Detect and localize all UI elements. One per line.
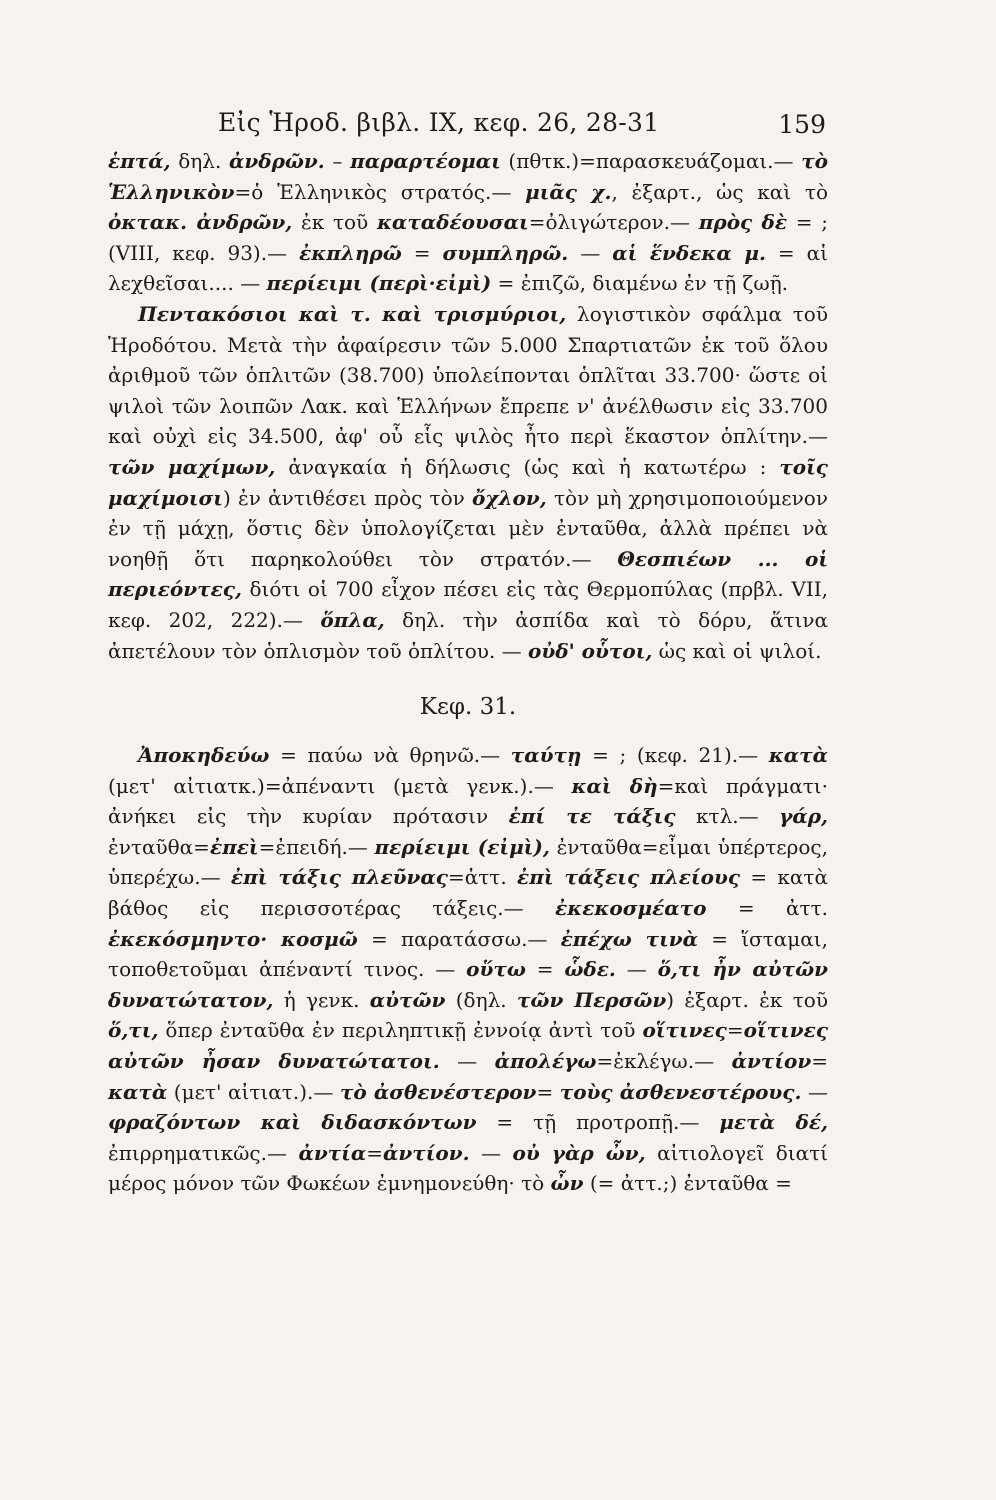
gloss-text: ὅπερ ἐνταῦθα ἐν περιληπτικῇ ἐννοίᾳ ἀντὶ τοῦ bbox=[158, 1018, 643, 1043]
lemma: τὸ Ἑλληνικὸν bbox=[108, 149, 828, 204]
gloss-text: = κατὰ βάθος εἰς περισσοτέρας τάξεις.— bbox=[108, 865, 828, 921]
gloss-text: = παύω νὰ θρηνῶ.— bbox=[269, 743, 511, 768]
lemma: κατὰ bbox=[108, 1079, 168, 1104]
gloss-text: = ἐπιζῶ, διαμένω ἐν τῇ ζωῇ. bbox=[491, 271, 789, 296]
gloss-text: κτλ.— bbox=[675, 804, 780, 829]
lemma: οὕτω bbox=[466, 957, 526, 982]
lemma: ὅ,τι, bbox=[108, 1018, 159, 1043]
lemma: οἵτινες bbox=[642, 1018, 727, 1043]
gloss-text: = bbox=[525, 957, 565, 982]
lemma: ἀντίον bbox=[731, 1049, 812, 1074]
lemma: πρὸς δὲ bbox=[698, 210, 788, 235]
gloss-text: ) ἐν ἀντιθέσει πρὸς τὸν bbox=[222, 485, 473, 510]
gloss-text: — bbox=[469, 1140, 513, 1165]
gloss-text: – bbox=[324, 149, 351, 173]
gloss-text: =ἐπειδή.— bbox=[258, 834, 375, 859]
lemma: αὐτῶν bbox=[369, 987, 446, 1012]
gloss-text: = αἱ λεχθεῖσαι.... — bbox=[108, 240, 829, 296]
lemma: μετὰ δέ, bbox=[719, 1110, 828, 1135]
lemma: ἀντία bbox=[298, 1140, 367, 1165]
lemma: οὐδ' οὗτοι, bbox=[528, 638, 653, 663]
lemma: ἀνδρῶν. bbox=[228, 149, 325, 173]
gloss-text: ὡς καὶ οἱ ψιλοί. bbox=[652, 638, 822, 663]
gloss-text: = bbox=[401, 240, 443, 265]
gloss-text: (μετ' αἰτιατ.).— bbox=[167, 1079, 340, 1104]
gloss-text: ἐκ τοῦ bbox=[292, 210, 377, 235]
gloss-text: = ἀττ. bbox=[706, 896, 828, 921]
commentary-body bbox=[108, 146, 828, 1199]
lemma: αἱ ἕνδεκα μ. bbox=[612, 240, 766, 265]
gloss-text: λογιστικὸν σφάλμα τοῦ Ἡροδότου. Μετὰ τὴν ἀφαίρεσιν τῶν 5.000 Σπαρτιατῶν ἐκ τοῦ ὅλου ἀριθμοῦ τῶν ὁπλιτῶν (38.700) ὑπολείπονται ὁπλῖται 33.700· ὥστε οἱ ψιλοὶ τῶν λοιπῶν Λακ. καὶ Ἑλλήνων ἔπρεπε ν' ἀνέλθωσιν εἰς 33.700 καὶ οὐχὶ εἰς 34.500, ἀφ' οὗ εἷς ψιλὸς ἦτο περὶ ἕκαστον ὁπλίτην.— bbox=[108, 301, 828, 449]
gloss-text: ἀναγκαία ἡ δήλωσις (ὡς καὶ ἡ κατωτέρω : bbox=[275, 454, 780, 479]
gloss-text: ἡ γενκ. bbox=[273, 987, 370, 1012]
lemma: συμπληρῶ. bbox=[442, 240, 569, 265]
lemma: Θεσπιέων ... οἱ περιεόντες, bbox=[108, 546, 828, 602]
gloss-text: (πθτκ.)=παρασκευάζομαι.— bbox=[500, 149, 802, 173]
gloss-text: = bbox=[811, 1049, 828, 1074]
gloss-text: δηλ. bbox=[170, 149, 229, 173]
lemma: καὶ δὴ bbox=[571, 773, 658, 798]
lemma: τῶν μαχίμων, bbox=[108, 454, 276, 479]
lemma: ἐπὶ τάξεις πλείους bbox=[517, 865, 740, 890]
lemma: τοῖς μαχίμοισι bbox=[108, 454, 828, 510]
lemma: περίειμι (περὶ·εἰμὶ) bbox=[266, 271, 492, 296]
lemma: Πεντακόσιοι καὶ τ. καὶ τρισμύριοι, bbox=[138, 301, 567, 326]
gloss-text: ἐνταῦθα=εἶμαι ὑπέρτερος, ὑπερέχω.— bbox=[108, 834, 828, 890]
lemma: ἐκεκόσμηντο· κοσμῶ bbox=[108, 926, 358, 951]
gloss-text: = bbox=[366, 1140, 384, 1165]
lemma: ὅ,τι ἦν αὐτῶν δυνατώτατον, bbox=[108, 957, 829, 1012]
gloss-text: =καὶ πράγματι· ἀνήκει εἰς τὴν κυρίαν πρότασιν bbox=[108, 773, 829, 829]
lemma: γάρ, bbox=[779, 804, 828, 829]
gloss-text: = ἵσταμαι, τοποθετοῦμαι ἀπέναντί τινος. — bbox=[108, 926, 828, 982]
gloss-text: = παρατάσσω.— bbox=[357, 926, 561, 951]
gloss-text: — bbox=[801, 1079, 828, 1104]
gloss-text: — bbox=[568, 240, 613, 265]
lemma: ὧδε. bbox=[564, 957, 616, 982]
lemma: καταδέουσαι bbox=[376, 210, 529, 235]
lemma: ταύτῃ bbox=[510, 743, 582, 768]
lemma: ἑπτά, bbox=[108, 149, 171, 173]
lemma: οὐ γὰρ ὦν, bbox=[512, 1140, 646, 1165]
gloss-text: — bbox=[439, 1049, 495, 1074]
gloss-text: = ; (κεφ. 21).— bbox=[581, 743, 769, 768]
lemma: οἵτινες αὐτῶν ἦσαν δυνατώτατοι. bbox=[108, 1018, 828, 1074]
gloss-text: δηλ. τὴν ἀσπίδα καὶ τὸ δόρυ, ἅτινα ἀπετέλουν τὸν ὁπλισμὸν τοῦ ὁπλίτου. — bbox=[108, 607, 828, 663]
lemma: ὄχλον, bbox=[472, 485, 547, 510]
lemma: ἐπί τε τάξις bbox=[508, 804, 676, 829]
gloss-text: διότι οἱ 700 εἶχον πέσει εἰς τὰς Θερμοπύλας (πρβλ. VII, κεφ. 202, 222).— bbox=[108, 577, 828, 632]
section-heading: Κεφ. 31. bbox=[419, 694, 517, 721]
lemma: ἐκεκοσμέατο bbox=[555, 896, 707, 921]
gloss-text: =ἐκλέγω.— bbox=[596, 1049, 732, 1074]
lemma: κατὰ bbox=[768, 743, 828, 768]
running-head: Εἰς Ἡροδ. βιβλ. IX, κεφ. 26, 28-31 bbox=[218, 108, 660, 137]
lemma: ὦν bbox=[550, 1171, 584, 1196]
gloss-text: (μετ' αἰτιατκ.)=ἀπέναντι (μετὰ γενκ.).— bbox=[108, 773, 572, 798]
lemma: ἐπέχω τινὰ bbox=[560, 926, 699, 951]
gloss-text: — bbox=[615, 957, 658, 982]
lemma: ὀκτακ. ἀνδρῶν, bbox=[108, 210, 293, 235]
gloss-text: (= ἀττ.;) ἐνταῦθα = bbox=[583, 1171, 792, 1196]
paragraph bbox=[108, 299, 828, 666]
lemma: ἀπολέγω bbox=[494, 1049, 597, 1074]
paragraph bbox=[108, 146, 828, 299]
gloss-text: =ὁ Ἑλληνικὸς στρατός.— bbox=[234, 179, 526, 204]
lemma: τὸ ἀσθενέστερον bbox=[339, 1079, 537, 1104]
lemma: παραρτέομαι bbox=[350, 149, 501, 173]
gloss-text: τὸν μὴ χρησιμοποιούμενον ἐν τῇ μάχῃ, ὅστις δὲν ὑπολογίζεται μὲν ἐνταῦθα, ἀλλὰ πρέπει νὰ νοηθῇ ὅτι παρηκολούθει τὸν στρατόν.— bbox=[108, 485, 828, 571]
gloss-text: ἐνταῦθα= bbox=[108, 834, 210, 859]
gloss-text: = bbox=[536, 1079, 560, 1104]
page-number: 159 bbox=[778, 110, 826, 139]
lemma: ὅπλα, bbox=[320, 607, 385, 632]
lemma: Ἀποκηδεύω bbox=[138, 743, 270, 768]
gloss-text: αἰτιολογεῖ διατί μέρος μόνον τῶν Φωκέων ἐμνημονεύθη· τὸ bbox=[108, 1140, 828, 1196]
page-header bbox=[108, 108, 826, 148]
gloss-text: ) ἐξαρτ. ἐκ τοῦ bbox=[666, 987, 828, 1012]
gloss-text: (δηλ. bbox=[445, 987, 517, 1012]
lemma: φραζόντων καὶ διδασκόντων bbox=[108, 1110, 477, 1135]
gloss-text: ἐπιρρηματικῶς.— bbox=[108, 1140, 299, 1165]
gloss-text: =ὀλιγώτερον.— bbox=[528, 210, 699, 235]
paragraph bbox=[108, 740, 828, 1199]
gloss-text: = τῇ προτροπῇ.— bbox=[476, 1110, 720, 1135]
gloss-text: = bbox=[726, 1018, 744, 1043]
lemma: ἀντίον. bbox=[383, 1140, 470, 1165]
gloss-text: , ἐξαρτ., ὡς καὶ τὸ bbox=[611, 179, 828, 204]
gloss-text: = ; (VIII, κεφ. 93).— bbox=[108, 210, 828, 265]
lemma: περίειμι (εἰμὶ), bbox=[374, 834, 550, 859]
gloss-text: =ἀττ. bbox=[447, 865, 518, 890]
lemma: ἐκπληρῶ bbox=[299, 240, 402, 265]
lemma: ἐπεὶ bbox=[209, 834, 259, 859]
lemma: τοὺς ἀσθενεστέρους. bbox=[559, 1079, 802, 1104]
lemma: μιᾶς χ. bbox=[525, 179, 612, 204]
lemma: ἐπὶ τάξις πλεῦνας bbox=[230, 865, 448, 890]
lemma: τῶν Περσῶν bbox=[516, 987, 667, 1012]
